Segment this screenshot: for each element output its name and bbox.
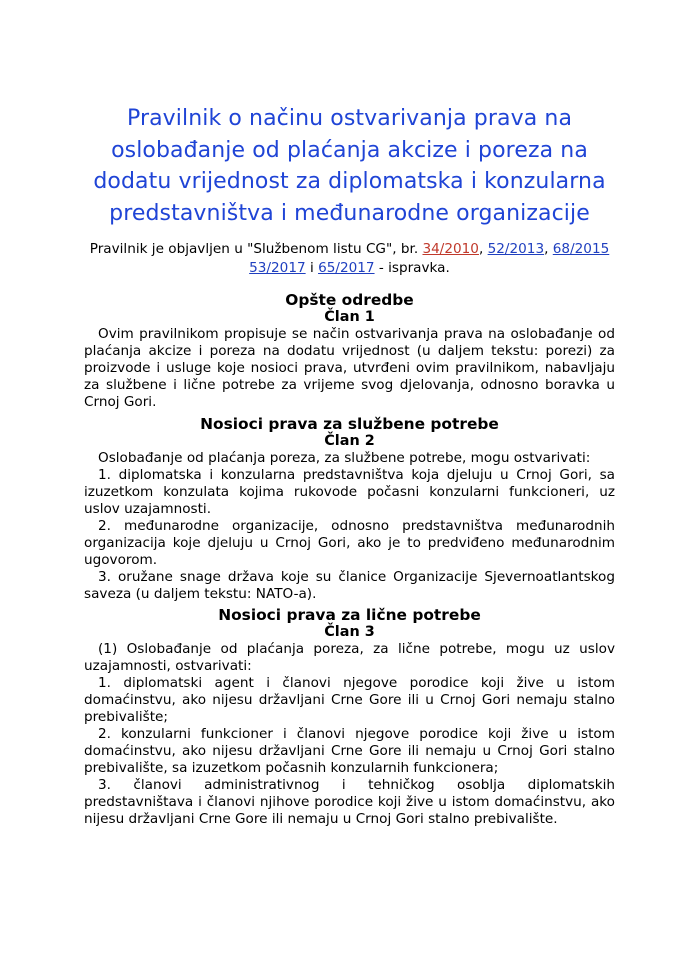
section-heading: Nosioci prava za lične potrebe bbox=[218, 606, 481, 624]
article-paragraph: 2. međunarodne organizacije, odnosno predstavništva međunarodnih organizacija koje djeluju u Crnoj Gori, ako je to predviđeno međunarodnim ugovorom. bbox=[84, 518, 615, 568]
article-paragraph: 2. konzularni funkcioner i članovi njegove porodice koji žive u istom domaćinstvu, ako nijesu državljani Crne Gore ili nemaju u Crnoj Gori stalno prebivalište, sa izuzetkom počasnih konzularnih funkcionera; bbox=[84, 726, 615, 776]
article-paragraph: Oslobađanje od plaćanja poreza, za službene potrebe, mogu ostvarivati: bbox=[98, 450, 591, 466]
article-heading: Član 3 bbox=[324, 624, 375, 640]
article-paragraph: (1) Oslobađanje od plaćanja poreza, za lične potrebe, mogu uz uslov uzajamnosti, ostvarivati: bbox=[84, 641, 615, 674]
article-paragraph: 1. diplomatski agent i članovi njegove porodice koji žive u istom domaćinstvu, ako nijesu državljani Crne Gore ili u Crnoj Gori nemaju stalno prebivalište; bbox=[84, 675, 615, 725]
section-heading: Opšte odredbe bbox=[285, 291, 414, 309]
gazette-link-65-2017[interactable]: 65/2017 bbox=[318, 260, 375, 276]
document-title: Pravilnik o načinu ostvarivanja prava na oslobađanje od plaćanja akcize i poreza na dodatu vrijednost za diplomatska i konzularna predstavništva i međunarodne organizacije bbox=[93, 106, 606, 226]
publication-note: Pravilnik je objavljen u "Službenom listu CG", br. 34/2010, 52/2013, 68/2015 53/2017 i 65/2017 - ispravka. bbox=[89, 241, 610, 276]
gazette-link-53-2017[interactable]: 53/2017 bbox=[249, 260, 306, 276]
article-paragraph: 3. članovi administrativnog i tehničkog osoblja diplomatskih predstavništava i članovi njihove porodice koji žive u istom domaćinstvu, ako nijesu državljani Crne Gore ili nemaju u Crnoj Gori stalno prebivalište. bbox=[84, 777, 615, 827]
document-page bbox=[84, 103, 615, 828]
article-paragraph: 3. oružane snage država koje su članice Organizacije Sjevernoatlantskog saveza (u daljem tekstu: NATO-a). bbox=[84, 569, 615, 602]
publication-prefix: Pravilnik je objavljen u "Službenom listu CG", br. bbox=[89, 241, 419, 257]
section-heading: Nosioci prava za službene potrebe bbox=[200, 415, 499, 433]
gazette-link-52-2013[interactable]: 52/2013 bbox=[487, 241, 545, 257]
article-paragraph: Ovim pravilnikom propisuje se način ostvarivanja prava na oslobađanje od plaćanja akcize i poreza na dodatu vrijednost (u daljem tekstu: porezi) za proizvode i usluge koje nosioci prava, utvrđeni ovim pravilnikom, nabavljaju za službene i lične potrebe za vrijeme svog djelovanja, odnosno boravka u Crnoj Gori. bbox=[84, 326, 615, 410]
gazette-link-34-2010[interactable]: 34/2010 bbox=[422, 241, 479, 257]
article-heading: Član 1 bbox=[324, 309, 375, 325]
gazette-link-68-2015[interactable]: 68/2015 bbox=[552, 241, 610, 257]
article-heading: Član 2 bbox=[324, 433, 375, 449]
publication-suffix: - ispravka. bbox=[378, 260, 450, 276]
article-paragraph: 1. diplomatska i konzularna predstavništva koja djeluju u Crnoj Gori, sa izuzetkom konzulata kojima rukovode počasni konzularni funkcioneri, uz uslov uzajamnosti. bbox=[84, 467, 615, 517]
